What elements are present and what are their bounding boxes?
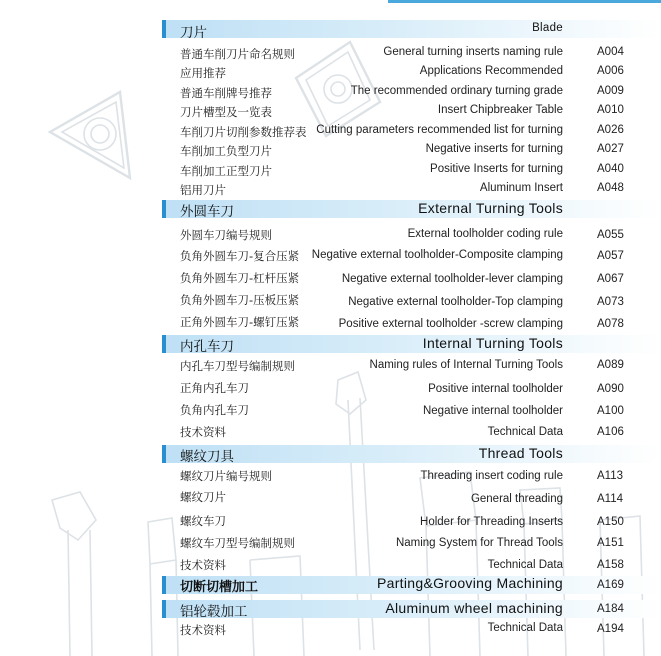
toc-entry[interactable] (0, 182, 661, 202)
toc-entry-en: Naming System for Thread Tools (395, 537, 563, 549)
toc-entry[interactable] (0, 143, 661, 163)
toc-entry-cn: 负角外圆车刀-复合压紧 (180, 249, 300, 263)
toc-entry-en: The recommended ordinary turning grade (350, 85, 563, 97)
toc-entry-en: Technical Data (487, 559, 563, 571)
toc-entry-page: A089 (597, 359, 624, 371)
section-page: A184 (597, 603, 624, 615)
section-title-cn: 刀片 (180, 25, 207, 41)
toc-entry[interactable] (0, 535, 661, 555)
toc-entry-page: A010 (597, 104, 624, 116)
toc-entry-en: Naming rules of Internal Turning Tools (369, 359, 563, 371)
toc-entry-en: Negative external toolholder-lever clamping (341, 273, 563, 285)
section-title-en: Internal Turning Tools (422, 335, 563, 351)
section-header[interactable] (0, 200, 661, 220)
toc-entry[interactable] (0, 622, 661, 642)
toc-entry-cn: 车削加工正型刀片 (180, 164, 272, 178)
toc-entry-en: Negative internal toolholder (422, 405, 563, 417)
section-title-cn: 螺纹刀具 (180, 449, 234, 465)
toc-entry-cn: 负角外圆车刀-压板压紧 (180, 293, 300, 307)
toc-entry-page: A090 (597, 383, 624, 395)
toc-entry[interactable] (0, 85, 661, 105)
section-header[interactable] (0, 335, 661, 355)
toc-entry-page: A057 (597, 250, 624, 262)
section-title-cn: 外圆车刀 (180, 204, 234, 220)
section-title-cn: 切断切槽加工 (180, 580, 259, 595)
toc-entry-page: A194 (597, 623, 624, 635)
toc-entry-page: A048 (597, 182, 624, 194)
toc-entry-en: Applications Recommended (419, 65, 563, 77)
toc-entry-page: A055 (597, 229, 624, 241)
section-title-cn: 铝轮毂加工 (180, 604, 248, 620)
toc-entry[interactable] (0, 424, 661, 444)
toc-entry[interactable] (0, 314, 661, 334)
section-header[interactable] (0, 600, 661, 620)
toc-entry-en: General threading (470, 493, 563, 505)
toc-entry-page: A027 (597, 143, 624, 155)
toc-entry-en: Negative external toolholder-Composite clamping (311, 249, 563, 261)
toc-entry-cn: 正角外圆车刀-螺钉压紧 (180, 315, 300, 329)
toc-entry-page: A100 (597, 405, 624, 417)
toc-entry-cn: 刀片槽型及一览表 (180, 105, 272, 119)
toc-entry-en: General turning inserts naming rule (383, 46, 563, 58)
toc-entry-en: Technical Data (487, 426, 563, 438)
toc-entry-en: Holder for Threading Inserts (420, 516, 563, 528)
toc-entry-en: Technical Data (487, 622, 563, 634)
section-header[interactable] (0, 20, 661, 40)
toc-entry-en: Negative inserts for turning (425, 143, 563, 155)
toc-entry[interactable] (0, 124, 661, 144)
toc-entry[interactable] (0, 227, 661, 247)
section-page: A169 (597, 579, 624, 591)
toc-entry-cn: 螺纹刀片 (180, 490, 226, 504)
toc-entry-cn: 负角外圆车刀-杠杆压紧 (180, 271, 300, 285)
toc-entry-page: A078 (597, 318, 624, 330)
toc-entry-cn: 负角内孔车刀 (180, 403, 249, 417)
toc-entry[interactable] (0, 489, 661, 509)
toc-entry-page: A113 (597, 470, 624, 482)
toc-entry-cn: 外圆车刀编号规则 (180, 228, 272, 242)
toc-entry[interactable] (0, 513, 661, 533)
toc-entry-cn: 普通车削刀片命名规则 (180, 47, 295, 61)
section-title-en: Blade (532, 22, 563, 34)
toc-entry-page: A114 (597, 493, 624, 505)
toc-entry-page: A067 (597, 273, 624, 285)
toc-entry[interactable] (0, 468, 661, 488)
toc-entry-page: A004 (597, 46, 624, 58)
toc-entry[interactable] (0, 163, 661, 183)
toc-entry-en: Positive Inserts for turning (430, 163, 563, 175)
toc-entry-cn: 正角内孔车刀 (180, 381, 249, 395)
toc-entry-cn: 螺纹刀片编号规则 (180, 469, 272, 483)
section-header[interactable] (0, 575, 661, 595)
section-title-cn: 内孔车刀 (180, 339, 234, 355)
toc-entry-en: Positive internal toolholder (428, 383, 563, 395)
toc-entry-cn: 技术资料 (180, 558, 226, 572)
section-header[interactable] (0, 445, 661, 465)
toc-entry-cn: 内孔车刀型号编制规则 (180, 359, 295, 373)
toc-entry-cn: 铝用刀片 (180, 183, 226, 197)
toc-entry-cn: 应用推荐 (180, 66, 226, 80)
toc-entry-cn: 普通车削牌号推荐 (180, 86, 272, 100)
toc-entry[interactable] (0, 557, 661, 577)
toc-entry[interactable] (0, 402, 661, 422)
toc-entry-page: A009 (597, 85, 624, 97)
toc-entry[interactable] (0, 248, 661, 268)
toc-entry-en: Threading insert coding rule (420, 470, 563, 482)
toc-entry[interactable] (0, 46, 661, 66)
toc-entry-page: A040 (597, 163, 624, 175)
toc-entry-page: A073 (597, 296, 624, 308)
toc-entry[interactable] (0, 65, 661, 85)
toc-entry-en: Negative external toolholder-Top clamping (348, 296, 563, 308)
toc-entry-cn: 技术资料 (180, 623, 226, 637)
section-title-en: Parting&Grooving Machining (376, 575, 563, 591)
toc-entry-cn: 车削加工负型刀片 (180, 144, 272, 158)
section-title-en: External Turning Tools (418, 200, 563, 216)
section-title-en: Thread Tools (478, 445, 563, 461)
toc-entry[interactable] (0, 270, 661, 290)
toc-entry-cn: 螺纹车刀型号编制规则 (180, 536, 295, 550)
toc-entry-en: External toolholder coding rule (407, 228, 563, 240)
toc-entry-en: Aluminum Insert (479, 182, 563, 194)
toc-entry[interactable] (0, 358, 661, 378)
toc-entry-en: Positive external toolholder -screw clamping (338, 318, 563, 330)
toc-entry-page: A151 (597, 537, 624, 549)
toc-entry-page: A158 (597, 559, 624, 571)
toc-entry-page: A006 (597, 65, 624, 77)
toc-entry-cn: 技术资料 (180, 425, 226, 439)
section-title-en: Aluminum wheel machining (385, 600, 563, 616)
toc-entry[interactable] (0, 380, 661, 400)
toc-entry[interactable] (0, 104, 661, 124)
toc-entry[interactable] (0, 292, 661, 312)
toc-entry-en: Insert Chipbreaker Table (437, 104, 563, 116)
toc-entry-page: A150 (597, 516, 624, 528)
toc-entry-page: A106 (597, 426, 624, 438)
toc-entry-cn: 车削刀片切削参数推荐表 (180, 125, 307, 139)
toc-entry-page: A026 (597, 124, 624, 136)
toc-entry-cn: 螺纹车刀 (180, 514, 226, 528)
toc-entry-en: Cutting parameters recommended list for turning (316, 124, 563, 136)
